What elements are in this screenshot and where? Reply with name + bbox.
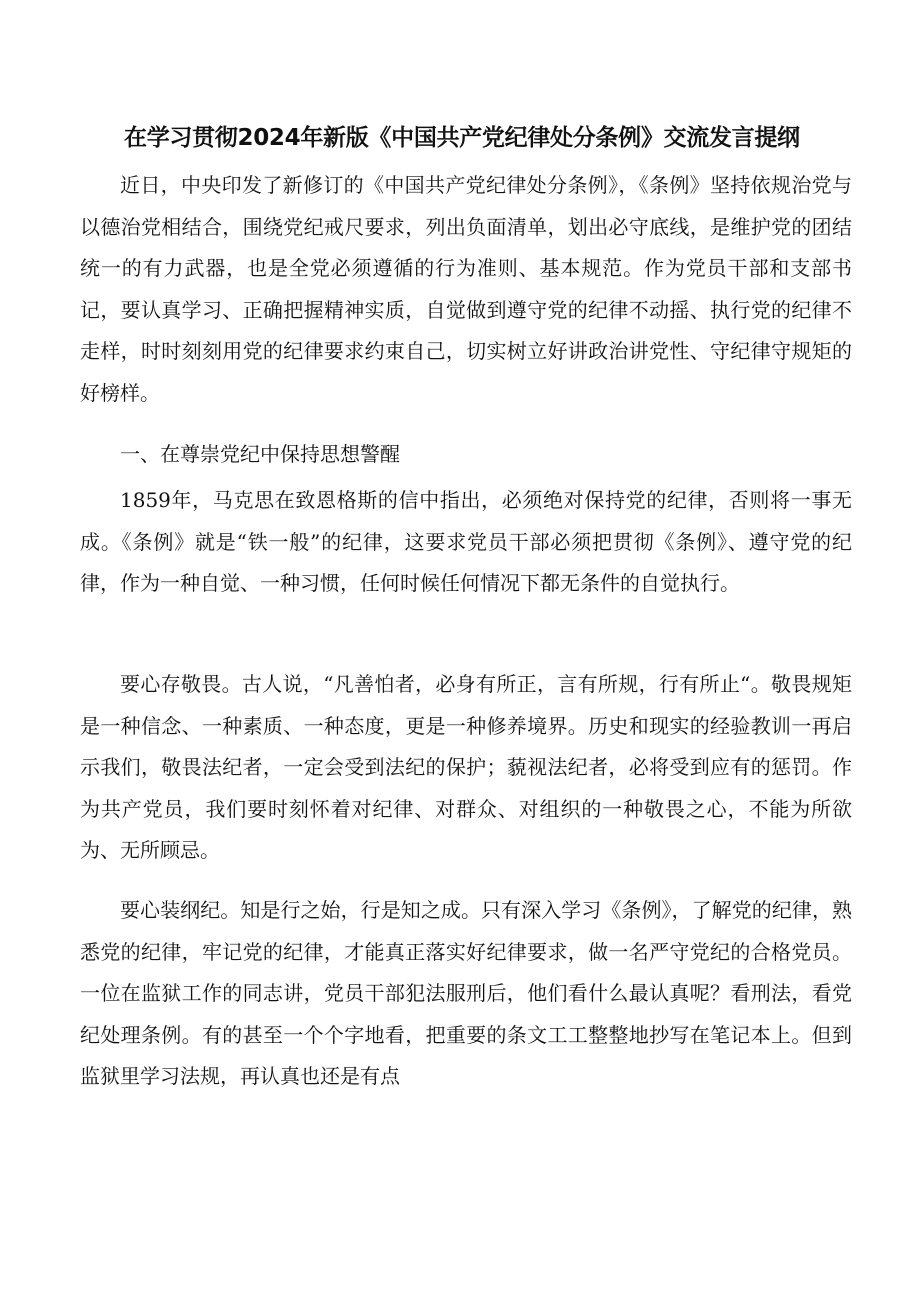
document-title: 在学习贯彻2024年新版《中国共产党纪律处分条例》交流发言提纲 bbox=[124, 125, 800, 151]
paragraph-marx-quote: 1859年，马克思在致恩格斯的信中指出，必须绝对保持党的纪律，否则将一事无成。《条例》就是“铁一般”的纪律，这要求党员干部必须把贯彻《条例》、遵守党的纪律，作为一种自觉、一种习惯，任何时候任何情况下都无条件的自觉执行。 bbox=[80, 488, 852, 595]
paragraph-discipline: 要心装纲纪。知是行之始，行是知之成。只有深入学习《条例》，了解党的纪律，熟悉党的纪律，牢记党的纪律，才能真正落实好纪律要求，做一名严守党纪的合格党员。一位在监狱工作的同志讲，党员干部犯法服刑后，他们看什么最认真呢？看刑法，看党纪处理条例。有的甚至一个个字地看，把重要的条文工工整整地抄写在笔记本上。但到监狱里学习法规，再认真也还是有点 bbox=[80, 898, 852, 1088]
paragraph-intro: 近日，中央印发了新修订的《中国共产党纪律处分条例》，《条例》坚持依规治党与以德治党相结合，围绕党纪戒尺要求，列出负面清单，划出必守底线，是维护党的团结统一的有力武器，也是全党必须遵循的行为准则、基本规范。作为党员干部和支部书记，要认真学习、正确把握精神实质，自觉做到遵守党的纪律不动摇、执行党的纪律不走样，时时刻刻用党的纪律要求约束自己，切实树立好讲政治讲党性、守纪律守规矩的好榜样。 bbox=[80, 173, 852, 405]
section-heading-1: 一、在尊崇党纪中保持思想警醒 bbox=[120, 442, 400, 466]
paragraph-awe: 要心存敬畏。古人说，“凡善怕者，必身有所正，言有所规，行有所止“。敬畏规矩是一种信念、一种素质、一种态度，更是一种修养境界。历史和现实的经验教训一再启示我们，敬畏法纪者，一定会受到法纪的保护；藐视法纪者，必将受到应有的惩罚。作为共产党员，我们要时刻怀着对纪律、对群众、对组织的一种敬畏之心，不能为所欲为、无所顾忌。 bbox=[80, 672, 852, 862]
